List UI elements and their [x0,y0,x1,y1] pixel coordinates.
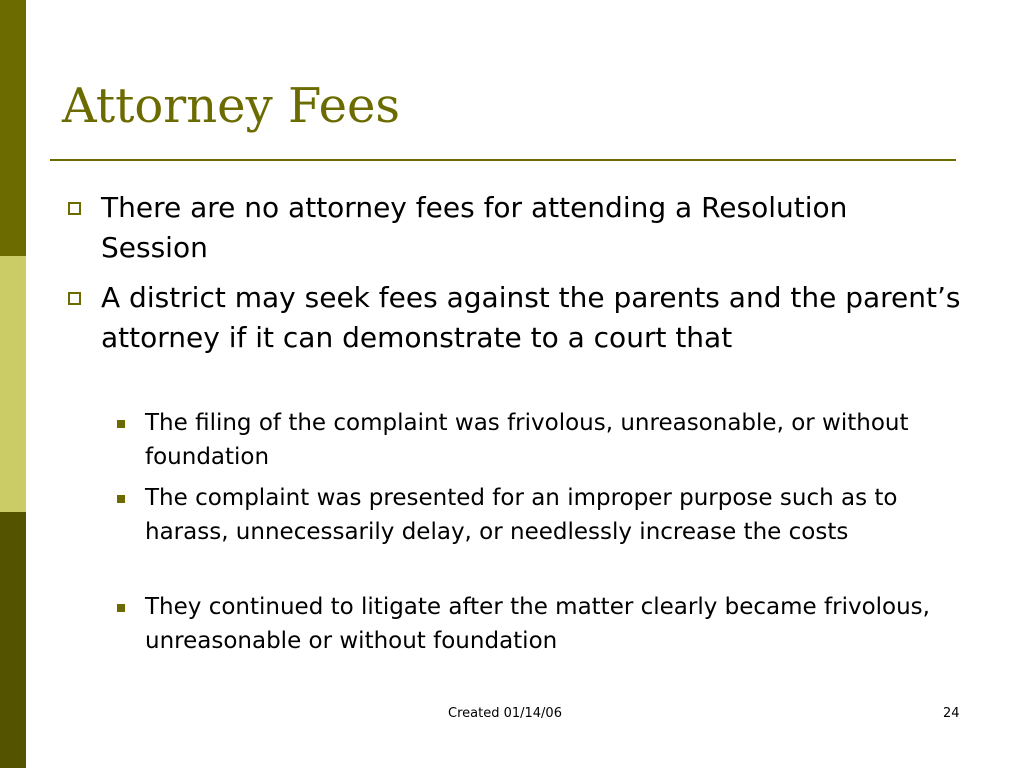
filled-square-bullet-icon [117,495,125,503]
sidebar-top-band [0,0,26,256]
filled-square-bullet-icon [117,420,125,428]
sub-bullet-text: The complaint was presented for an improper purpose such as to harass, unnecessarily delay, or needlessly increase the costs [145,485,898,545]
sidebar-middle-band [0,256,26,512]
footer-created-date: Created 01/14/06 [448,706,562,721]
filled-square-bullet-icon [117,604,125,612]
bullet-item [101,278,961,358]
sub-bullet-item [145,406,955,474]
bullet-text: There are no attorney fees for attending a Resolution Session [101,191,848,264]
sub-bullet-text: The filing of the complaint was frivolous, unreasonable, or without foundation [145,410,909,470]
bullet-item [101,188,961,268]
title-divider [50,159,956,161]
sub-bullet-text: They continued to litigate after the matter clearly became frivolous, unreasonable or without foundation [145,594,930,654]
hollow-square-bullet-icon [68,292,81,305]
sub-bullet-item [145,481,955,549]
hollow-square-bullet-icon [68,202,81,215]
slide-title: Attorney Fees [62,78,401,134]
sub-bullet-item [145,590,955,658]
sidebar-bottom-band [0,512,26,768]
bullet-text: A district may seek fees against the parents and the parent’s attorney if it can demonstrate to a court that [101,281,961,354]
footer-page-number: 24 [943,706,960,721]
